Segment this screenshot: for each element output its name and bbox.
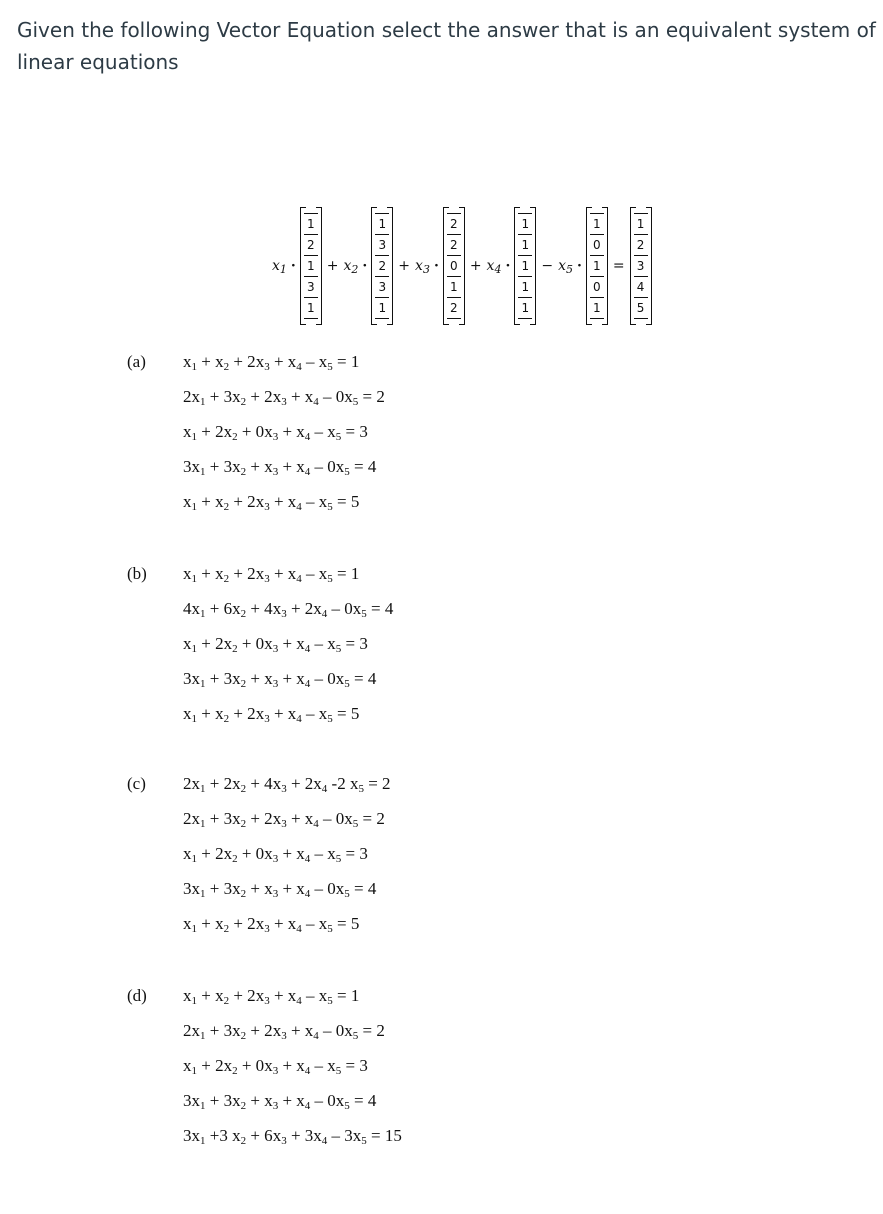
- option-equation: $3x_1 + 3x_2 + x_3 + x_4 - 0x_5 = 4$: [183, 457, 377, 478]
- matrix-cell: 1: [518, 298, 532, 319]
- matrix-cell: 1: [304, 213, 318, 235]
- option-equation: $2x_1 + 2x_2 + 4x_3 + 2x_4$ -2 $x_5 = 2$: [183, 774, 391, 795]
- matrix-cell: 1: [590, 256, 604, 277]
- option-label[interactable]: (a): [127, 352, 146, 371]
- multiply-dot: ·: [433, 258, 439, 274]
- matrix-cell: 1: [590, 298, 604, 319]
- matrix-cell: 1: [518, 213, 532, 235]
- rhs-vector: [630, 207, 652, 325]
- option-equation: $2x_1 + 3x_2 + 2x_3 + x_4 - 0x_5 = 2$: [183, 1021, 385, 1042]
- multiply-dot: ·: [576, 258, 582, 274]
- option-equation: $x_1 + x_2 + 2x_3 + x_4 - x_5 = 5$: [183, 914, 360, 935]
- matrix-cell: 4: [634, 277, 648, 298]
- column-vector: [371, 207, 393, 325]
- matrix-cell: 2: [447, 213, 461, 235]
- matrix-cell: 0: [447, 256, 461, 277]
- option-equation: $x_1 + x_2 + 2x_3 + x_4 - x_5 = 5$: [183, 704, 360, 725]
- vector-term: [415, 207, 465, 325]
- option-equation: $3x_1 + 3x_2 + x_3 + x_4 - 0x_5 = 4$: [183, 879, 377, 900]
- matrix-cell: 2: [447, 298, 461, 319]
- variable-coefficient: $x_5$: [558, 258, 573, 276]
- column-vector: [300, 207, 322, 325]
- option-equation: $x_1 + 2x_2 + 0x_3 + x_4 - x_5 = 3$: [183, 422, 368, 443]
- matrix-cell: 3: [375, 235, 389, 256]
- option-equation: $x_1 + x_2 + 2x_3 + x_4 - x_5 = 1$: [183, 986, 360, 1007]
- option-equation: $x_1 + 2x_2 + 0x_3 + x_4 - x_5 = 3$: [183, 634, 368, 655]
- matrix-cell: 1: [304, 298, 318, 319]
- variable-coefficient: $x_2$: [343, 258, 359, 276]
- matrix-cell: 1: [304, 256, 318, 277]
- vector-equation: [272, 200, 652, 332]
- option-equation: $4x_1 + 6x_2 + 4x_3 + 2x_4 - 0x_5 = 4$: [183, 599, 394, 620]
- operator: +: [469, 258, 482, 274]
- matrix-cell: 1: [375, 213, 389, 235]
- matrix-cell: 1: [590, 213, 604, 235]
- matrix-cell: 1: [518, 277, 532, 298]
- operator: +: [398, 258, 411, 274]
- matrix-cell: 3: [634, 256, 648, 277]
- matrix-cell: 0: [590, 277, 604, 298]
- option-equation: $x_1 + x_2 + 2x_3 + x_4 - x_5 = 1$: [183, 352, 360, 373]
- matrix-cell: 2: [447, 235, 461, 256]
- column-vector: [586, 207, 608, 325]
- matrix-cell: 1: [518, 256, 532, 277]
- multiply-dot: ·: [362, 258, 368, 274]
- variable-coefficient: $x_3$: [415, 258, 430, 276]
- option-equation: $3x_1 + 3x_2 + x_3 + x_4 - 0x_5 = 4$: [183, 669, 377, 690]
- vector-term: [558, 207, 608, 325]
- multiply-dot: ·: [505, 258, 511, 274]
- matrix-cell: 1: [634, 213, 648, 235]
- matrix-cell: 3: [375, 277, 389, 298]
- matrix-cell: 1: [447, 277, 461, 298]
- option-label[interactable]: (d): [127, 986, 147, 1005]
- option-equation: $3x_1 +3$ $x_2 + 6x_3 + 3x_4 - 3x_5 = 15$: [183, 1126, 402, 1147]
- option-equation: $3x_1 + 3x_2 + x_3 + x_4 - 0x_5 = 4$: [183, 1091, 377, 1112]
- variable-coefficient: $x_1$: [272, 258, 287, 276]
- variable-coefficient: $x_4$: [486, 258, 502, 276]
- option-equation: $2x_1 + 3x_2 + 2x_3 + x_4 - 0x_5 = 2$: [183, 387, 385, 408]
- vector-term: [487, 207, 537, 325]
- matrix-cell: 3: [304, 277, 318, 298]
- multiply-dot: ·: [290, 258, 296, 274]
- vector-term: [272, 207, 322, 325]
- matrix-cell: 2: [375, 256, 389, 277]
- matrix-cell: 0: [590, 235, 604, 256]
- column-vector: [514, 207, 536, 325]
- option-equation: $x_1 + x_2 + 2x_3 + x_4 - x_5 = 1$: [183, 564, 360, 585]
- option-equation: $x_1 + 2x_2 + 0x_3 + x_4 - x_5 = 3$: [183, 1056, 368, 1077]
- option-label[interactable]: (b): [127, 564, 147, 583]
- vector-term: [344, 207, 394, 325]
- option-label[interactable]: (c): [127, 774, 146, 793]
- matrix-cell: 5: [634, 298, 648, 319]
- option-equation: $x_1 + x_2 + 2x_3 + x_4 - x_5 = 5$: [183, 492, 360, 513]
- column-vector: [443, 207, 465, 325]
- option-equation: $2x_1 + 3x_2 + 2x_3 + x_4 - 0x_5 = 2$: [183, 809, 385, 830]
- matrix-cell: 1: [518, 235, 532, 256]
- operator: −: [541, 258, 554, 274]
- option-equation: $x_1 + 2x_2 + 0x_3 + x_4 - x_5 = 3$: [183, 844, 368, 865]
- matrix-cell: 2: [634, 235, 648, 256]
- question-prompt: Given the following Vector Equation select the answer that is an equivalent system of linear equations: [17, 18, 876, 74]
- matrix-cell: 2: [304, 235, 318, 256]
- operator: +: [326, 258, 339, 274]
- operator: =: [612, 258, 625, 274]
- matrix-cell: 1: [375, 298, 389, 319]
